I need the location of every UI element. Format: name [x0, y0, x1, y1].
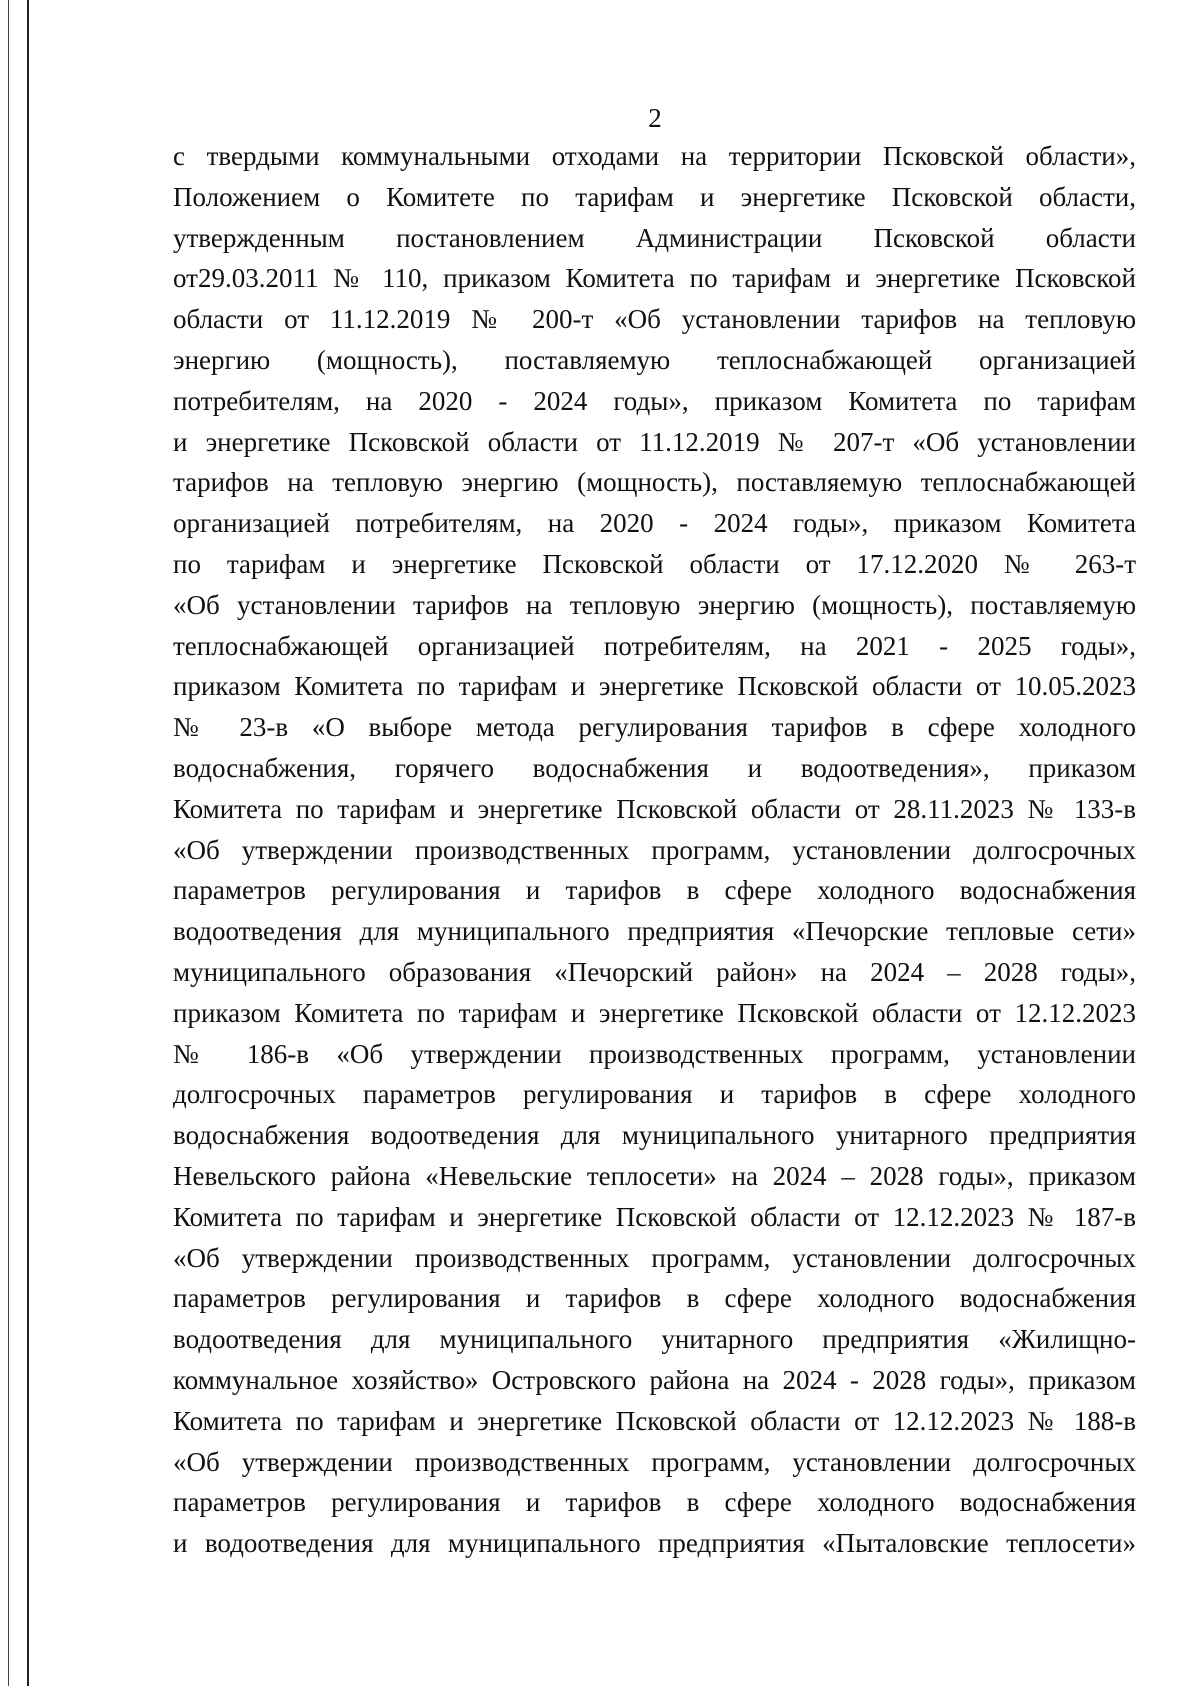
text-line: по тарифам и энергетике Псковской области от 17.12.2020 № 263-т — [173, 548, 1136, 579]
text-line: параметров регулирования и тарифов в сфере холодного водоснабжения — [173, 1283, 1136, 1314]
text-line: теплоснабжающей организацией потребителям, на 2021 - 2025 годы», — [173, 630, 1136, 661]
page-number: 2 — [648, 103, 662, 133]
text-line: параметров регулирования и тарифов в сфере холодного водоснабжения — [173, 1487, 1136, 1518]
text-line: и энергетике Псковской области от 11.12.2019 № 207-т «Об установлении — [173, 426, 1136, 457]
text-line: муниципального образования «Печорский район» на 2024 – 2028 годы», — [173, 956, 1136, 987]
scan-edge-outer — [8, 0, 9, 1686]
text-line: приказом Комитета по тарифам и энергетике Псковской области от 10.05.2023 — [173, 671, 1136, 702]
text-line: утвержденным постановлением Администрации Псковской области — [173, 222, 1136, 253]
text-line: энергию (мощность), поставляемую теплоснабжающей организацией — [173, 344, 1136, 375]
text-line: долгосрочных параметров регулирования и тарифов в сфере холодного — [173, 1079, 1136, 1110]
text-line: «Об утверждении производственных программ, установлении долгосрочных — [173, 1242, 1136, 1273]
text-line: № 23-в «О выборе метода регулирования тарифов в сфере холодного — [173, 712, 1136, 743]
text-line: Положением о Комитете по тарифам и энергетике Псковской области, — [173, 181, 1136, 212]
text-line: Комитета по тарифам и энергетике Псковской области от 12.12.2023 № 187-в — [173, 1201, 1136, 1232]
text-line: потребителям, на 2020 - 2024 годы», приказом Комитета по тарифам — [173, 385, 1136, 416]
text-line: водоотведения для муниципального предприятия «Печорские тепловые сети» — [173, 916, 1136, 947]
text-line: № 186-в «Об утверждении производственных программ, установлении — [173, 1038, 1136, 1069]
text-line: коммунальное хозяйство» Островского района на 2024 - 2028 годы», приказом — [173, 1364, 1136, 1395]
text-line: с твердыми коммунальными отходами на территории Псковской области», — [173, 141, 1136, 171]
text-line: водоснабжения водоотведения для муниципального унитарного предприятия — [173, 1120, 1136, 1151]
body-paragraph — [173, 136, 1136, 1564]
text-line: водоснабжения, горячего водоснабжения и водоотведения», приказом — [173, 752, 1136, 783]
scan-edge-inner — [27, 0, 29, 1686]
text-line: «Об установлении тарифов на тепловую энергию (мощность), поставляемую — [173, 589, 1136, 620]
text-line: параметров регулирования и тарифов в сфере холодного водоснабжения — [173, 875, 1136, 906]
text-line: и водоотведения для муниципального предприятия «Пыталовские теплосети» — [173, 1528, 1136, 1559]
text-line: «Об утверждении производственных программ, установлении долгосрочных — [173, 834, 1136, 865]
text-line: водоотведения для муниципального унитарного предприятия «Жилищно- — [173, 1324, 1136, 1355]
text-line: области от 11.12.2019 № 200-т «Об установлении тарифов на тепловую — [173, 304, 1136, 335]
text-line: Комитета по тарифам и энергетике Псковской области от 12.12.2023 № 188-в — [173, 1405, 1136, 1436]
text-line: организацией потребителям, на 2020 - 2024 годы», приказом Комитета — [173, 508, 1136, 539]
text-line: тарифов на тепловую энергию (мощность), поставляемую теплоснабжающей — [173, 467, 1136, 498]
text-line: от29.03.2011 № 110, приказом Комитета по тарифам и энергетике Псковской — [173, 263, 1136, 294]
text-line: «Об утверждении производственных программ, установлении долгосрочных — [173, 1446, 1136, 1477]
text-line: Комитета по тарифам и энергетике Псковской области от 28.11.2023 № 133-в — [173, 793, 1136, 824]
text-line: Невельского района «Невельские теплосети» на 2024 – 2028 годы», приказом — [173, 1160, 1136, 1191]
text-line: приказом Комитета по тарифам и энергетике Псковской области от 12.12.2023 — [173, 997, 1136, 1028]
